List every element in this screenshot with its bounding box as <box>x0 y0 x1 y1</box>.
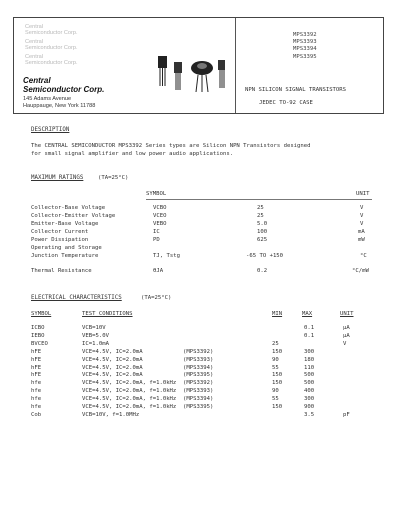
elec-part: (MPS3394) <box>183 396 214 403</box>
description-line-2: for small signal amplifier and low power audio applications. <box>31 151 234 157</box>
max-unit: V <box>360 221 364 227</box>
elec-symbol: hfe <box>31 388 42 395</box>
max-param: Operating and Storage <box>31 245 102 251</box>
logo-line-1: Central <box>23 76 51 85</box>
table-row <box>0 412 400 421</box>
max-param: Collector Current <box>31 229 89 235</box>
elec-condition: VCB=10V <box>82 325 106 331</box>
elec-min: 90 <box>272 356 279 363</box>
max-symbol: VCEO <box>153 213 167 219</box>
max-symbol: IC <box>153 229 160 235</box>
address-line-1: 145 Adams Avenue <box>23 96 72 102</box>
elec-max: 900 <box>304 404 315 410</box>
elec-col-max: MAX <box>302 311 313 317</box>
max-value: 625 <box>257 237 268 243</box>
header-divider <box>235 18 236 113</box>
faded-line: Semiconductor Corp. <box>25 60 78 67</box>
elec-condition: VCE=4.5V, IC=2.0mA <box>82 364 143 371</box>
max-param: Collector-Base Voltage <box>31 205 106 211</box>
max-unit: mA <box>358 229 365 235</box>
max-unit: V <box>360 205 364 211</box>
faded-text-block <box>25 24 78 66</box>
elec-symbol: hFE <box>31 364 42 371</box>
max-symbol: VEBO <box>153 221 167 227</box>
elec-symbol: ICBO <box>31 325 45 331</box>
elec-col-test: TEST CONDITIONS <box>82 311 133 317</box>
description-line-1: The CENTRAL SEMICONDUCTOR MPS3392 Series types are Silicon NPN Transistors designed <box>31 143 311 149</box>
elec-condition: IC=1.0mA <box>82 340 109 347</box>
elec-col-unit: UNIT <box>340 311 354 317</box>
max-value: 0.2 <box>257 268 268 274</box>
max-unit: °C <box>360 253 367 259</box>
elec-part: (MPS3393) <box>183 356 214 363</box>
header-box <box>13 17 384 114</box>
elec-symbol: hfe <box>31 404 42 410</box>
max-symbol: TJ, Tstg <box>153 253 180 259</box>
logo-line-2: Semiconductor Corp. <box>23 84 105 94</box>
max-col-unit: UNIT <box>356 191 370 197</box>
elec-unit: µA <box>343 332 350 339</box>
elec-condition: VCE=4.5V, IC=2.0mA, f=1.0kHz <box>82 380 177 387</box>
elec-max: 110 <box>304 364 315 371</box>
to18-can-icon <box>191 61 213 92</box>
product-title: NPN SILICON SIGNAL TRANSISTORS <box>245 87 347 93</box>
elec-min: 150 <box>272 404 283 410</box>
elec-min: 150 <box>272 372 283 379</box>
elec-min: 90 <box>272 388 279 395</box>
elec-symbol: hFE <box>31 356 42 363</box>
faded-line: Central <box>25 38 44 45</box>
elec-condition: VCB=10V, f=1.0MHz <box>82 411 140 418</box>
elec-max: 500 <box>304 372 315 379</box>
electrical-condition: (TA=25°C) <box>141 295 172 301</box>
elec-symbol: hfe <box>31 396 42 403</box>
elec-min: 150 <box>272 348 283 355</box>
max-symbol: VCBO <box>153 205 167 211</box>
elec-max: 3.5 <box>304 411 315 418</box>
elec-col-symbol: SYMBOL <box>31 311 52 317</box>
max-ratings-heading: MAXIMUM RATINGS <box>31 175 84 181</box>
max-value: -65 TO +150 <box>246 253 284 259</box>
elec-condition: VCE=4.5V, IC=2.0mA, f=1.0kHz <box>82 396 177 403</box>
elec-col-min: MIN <box>272 311 283 317</box>
max-unit: °C/mW <box>352 268 369 274</box>
elec-condition: VCE=4.5V, IC=2.0mA <box>82 348 143 355</box>
to92-icon <box>158 56 167 86</box>
max-unit: mW <box>358 237 365 243</box>
elec-part: (MPS3392) <box>183 348 214 355</box>
elec-part: (MPS3394) <box>183 364 214 371</box>
elec-min: 150 <box>272 380 283 387</box>
elec-max: 0.1 <box>304 325 315 331</box>
elec-condition: VCE=4.5V, IC=2.0mA <box>82 356 143 363</box>
package-drawings <box>150 48 232 96</box>
case-type: JEDEC TO-92 CASE <box>259 100 313 106</box>
faded-line: Semiconductor Corp. <box>25 45 78 52</box>
elec-part: (MPS3393) <box>183 388 214 395</box>
elec-max: 300 <box>304 396 315 403</box>
elec-symbol: IEBO <box>31 332 45 339</box>
elec-symbol: hfe <box>31 380 42 387</box>
address-line-2: Hauppauge, New York 11788 <box>23 103 96 109</box>
faded-line: Central <box>25 24 44 30</box>
company-logo <box>23 77 104 110</box>
max-header-rule <box>146 199 372 200</box>
elec-condition: VEB=5.0V <box>82 332 109 339</box>
elec-condition: VCE=4.5V, IC=2.0mA <box>82 372 143 379</box>
elec-max: 180 <box>304 356 315 363</box>
elec-max: 0.1 <box>304 332 315 339</box>
to92-side-icon <box>174 62 182 90</box>
max-unit: V <box>360 213 364 219</box>
max-value: 5.0 <box>257 221 268 227</box>
max-param: Power Dissipation <box>31 237 89 243</box>
to92-right-icon <box>218 60 225 88</box>
elec-max: 400 <box>304 388 315 395</box>
max-rating-row-thermal <box>0 268 400 277</box>
elec-unit: µA <box>343 325 350 331</box>
max-param: Junction Temperature <box>31 253 99 259</box>
elec-symbol: hFE <box>31 372 42 379</box>
elec-unit: V <box>343 340 347 347</box>
elec-min: 55 <box>272 396 279 403</box>
elec-part: (MPS3392) <box>183 380 214 387</box>
elec-unit: pF <box>343 411 350 418</box>
part-number: MPS3392 <box>293 32 317 38</box>
faded-line: Central <box>25 53 44 60</box>
max-symbol: PD <box>153 237 160 243</box>
max-ratings-condition: (TA=25°C) <box>98 175 129 181</box>
part-number: MPS3393 <box>293 39 317 46</box>
max-symbol: θJA <box>153 268 164 274</box>
max-param: Collector-Emitter Voltage <box>31 213 116 219</box>
part-number-list <box>293 32 317 61</box>
elec-condition: VCE=4.5V, IC=2.0mA, f=1.0kHz <box>82 388 177 395</box>
elec-min: 55 <box>272 364 279 371</box>
electrical-heading: ELECTRICAL CHARACTERISTICS <box>31 295 122 301</box>
part-number: MPS3394 <box>293 46 317 53</box>
elec-condition: VCE=4.5V, IC=2.0mA, f=1.0kHz <box>82 404 177 410</box>
max-rating-row-junction <box>0 253 400 262</box>
elec-part: (MPS3395) <box>183 404 214 410</box>
max-value: 25 <box>257 205 264 211</box>
elec-symbol: hFE <box>31 348 42 355</box>
elec-min: 25 <box>272 340 279 347</box>
description-heading: DESCRIPTION <box>31 127 70 133</box>
max-value: 100 <box>257 229 268 235</box>
elec-max: 500 <box>304 380 315 387</box>
max-param: Emitter-Base Voltage <box>31 221 99 227</box>
max-col-symbol: SYMBOL <box>146 191 167 197</box>
elec-symbol: BVCEO <box>31 340 48 347</box>
max-param: Thermal Resistance <box>31 268 92 274</box>
elec-part: (MPS3395) <box>183 372 214 379</box>
elec-max: 300 <box>304 348 315 355</box>
max-value: 25 <box>257 213 264 219</box>
elec-symbol: Cob <box>31 411 42 418</box>
faded-line: Semiconductor Corp. <box>25 30 78 37</box>
part-number: MPS3395 <box>293 53 317 60</box>
